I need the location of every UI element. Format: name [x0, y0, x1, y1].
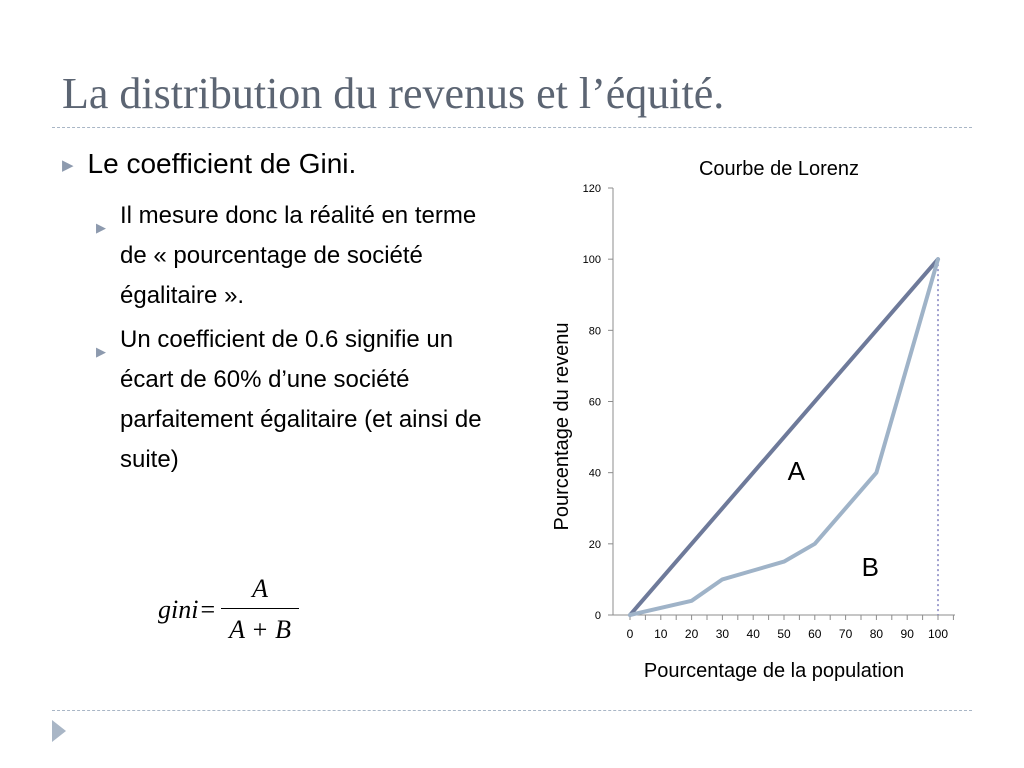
bullet-main-text: Le coefficient de Gini.	[87, 148, 357, 179]
y-tick-label: 100	[582, 254, 601, 267]
bullet-sub-2-text: Un coefficient de 0.6 signifie un écart de 60% d’une société parfaitement égalitaire (et ainsi de suite)	[120, 326, 482, 473]
bullet-sub-2	[96, 320, 496, 480]
y-tick-label: 120	[582, 183, 601, 195]
y-tick-label: 60	[588, 396, 601, 409]
x-tick-label: 30	[715, 627, 730, 641]
chart-y-axis-label: Pourcentage du revenu	[551, 322, 573, 531]
x-tick-label: 10	[654, 627, 668, 641]
formula-numerator: A	[252, 574, 268, 603]
slide-title: La distribution du revenus et l’équité.	[62, 69, 725, 118]
bullet-arrow-icon: ▶	[96, 344, 106, 359]
y-tick-label: 80	[588, 325, 601, 338]
formula-fraction	[221, 574, 299, 645]
formula-lhs: gini	[158, 594, 199, 624]
y-tick-label: 40	[588, 467, 601, 480]
x-tick-label: 60	[808, 627, 822, 641]
x-tick-label: 70	[838, 627, 853, 641]
x-tick-label: 0	[626, 627, 634, 641]
x-tick-label: 50	[777, 627, 791, 641]
x-tick-label: 40	[746, 627, 760, 641]
chart-x-axis-label: Pourcentage de la population	[643, 660, 905, 682]
formula-denominator: A + B	[221, 608, 299, 645]
title-divider	[52, 127, 972, 128]
chart-title: Courbe de Lorenz	[698, 158, 860, 180]
area-label-a: A	[787, 455, 805, 486]
formula-equals: =	[200, 594, 216, 624]
bullet-sub-1-text: Il mesure donc la réalité en terme de « pourcentage de société égalitaire ».	[120, 202, 477, 309]
bullet-main	[62, 148, 356, 180]
footer-divider	[52, 710, 972, 711]
x-tick-label: 90	[900, 627, 914, 641]
area-label-b: B	[861, 551, 879, 582]
lorenz-chart	[540, 150, 970, 690]
bullet-sub-1	[96, 196, 496, 316]
x-tick-label: 100	[927, 627, 949, 641]
y-tick-label: 20	[588, 538, 601, 551]
slide-nav-arrow-icon[interactable]	[52, 720, 66, 742]
bullet-arrow-icon: ▶	[62, 157, 74, 174]
gini-formula	[158, 574, 299, 645]
y-tick-label: 0	[594, 610, 601, 622]
x-tick-label: 80	[869, 627, 884, 641]
x-tick-label: 20	[684, 627, 699, 641]
bullet-arrow-icon: ▶	[96, 220, 106, 235]
